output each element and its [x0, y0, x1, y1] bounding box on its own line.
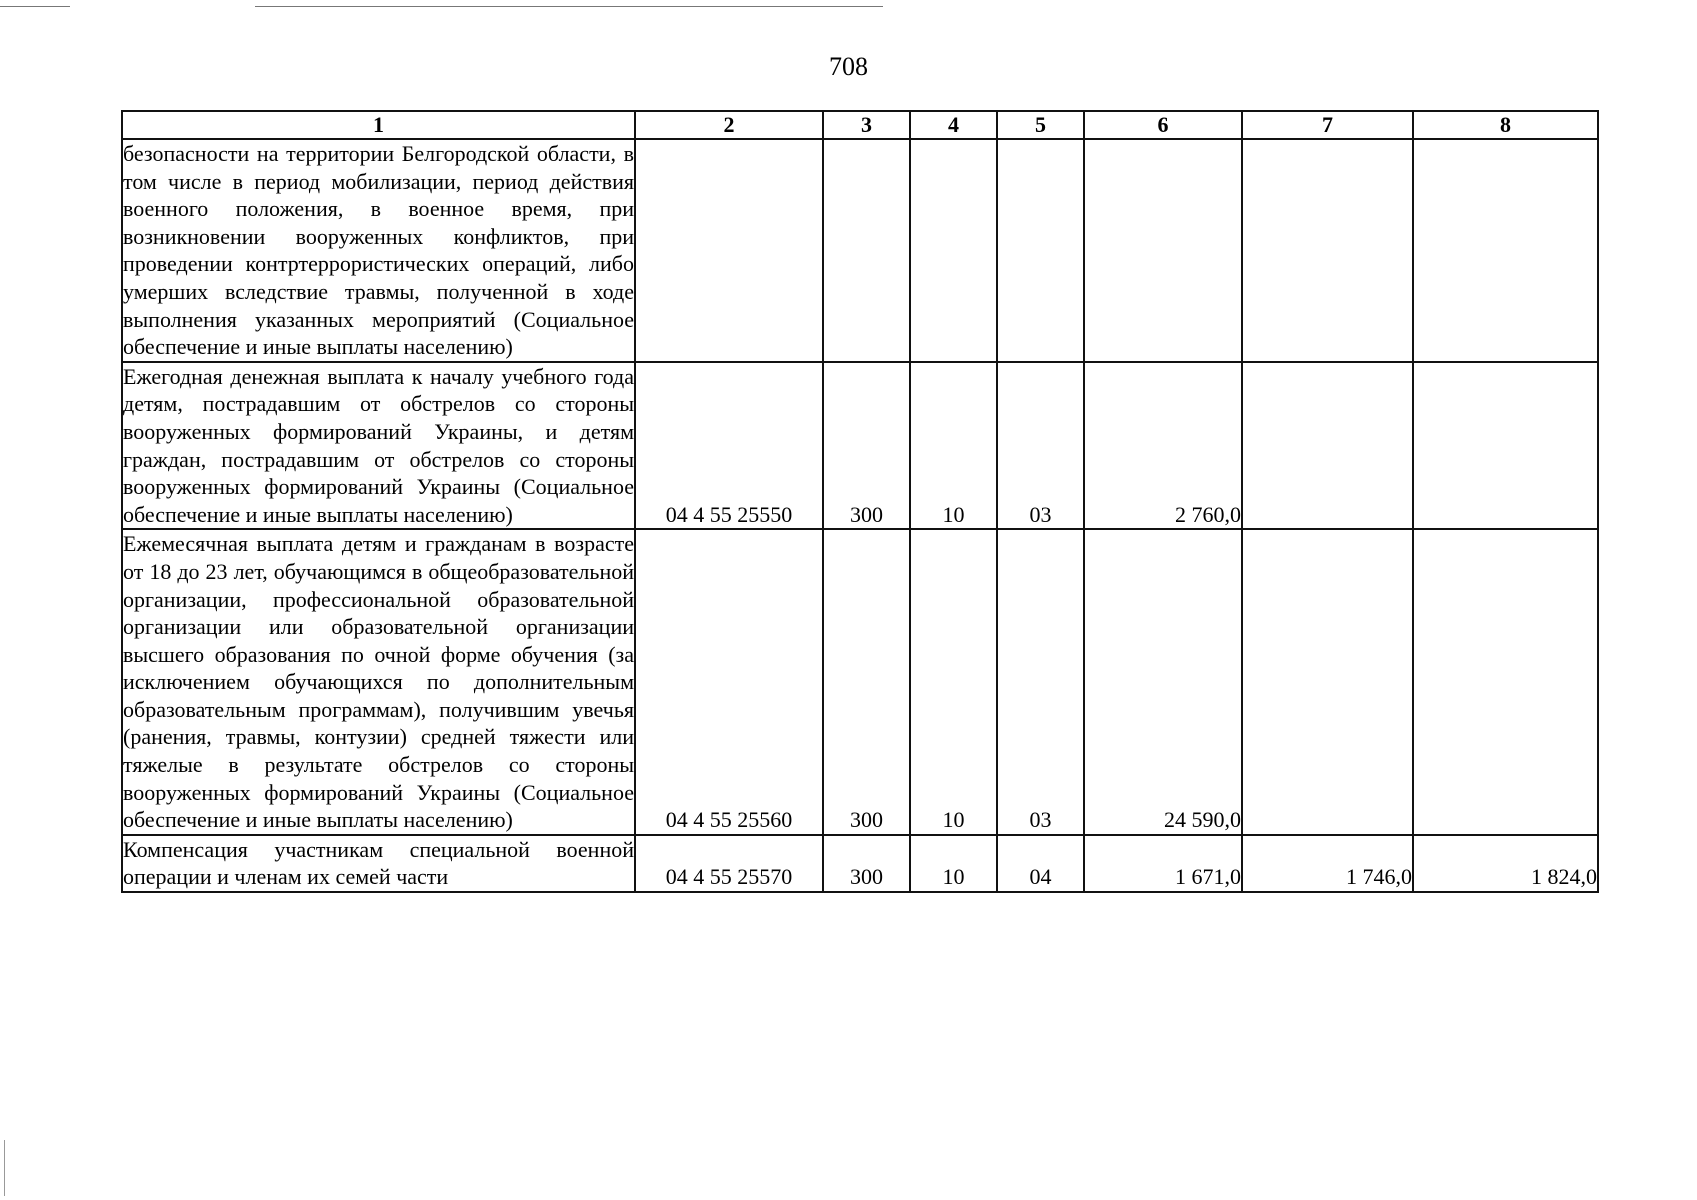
amount-col-6: 2 760,0 [1084, 362, 1242, 530]
amount-col-7 [1242, 529, 1413, 835]
target-article-code: 04 4 55 25570 [635, 835, 823, 892]
amount-col-7: 1 746,0 [1242, 835, 1413, 892]
column-header-5: 5 [997, 111, 1084, 139]
amount-col-6: 24 590,0 [1084, 529, 1242, 835]
scan-edge-line [0, 6, 70, 7]
amount-col-8: 1 824,0 [1413, 835, 1598, 892]
amount-col-8 [1413, 362, 1598, 530]
section: 10 [910, 835, 997, 892]
target-article-code: 04 4 55 25560 [635, 529, 823, 835]
subsection: 03 [997, 529, 1084, 835]
amount-col-8 [1413, 139, 1598, 362]
row-description: безопасности на территории Белгородской области, в том числе в период мобилизации, период действия военного положения, в военное время, при возникновении вооруженных конфликтов, при проведении контртеррористических операций, либо умерших вследствие травмы, полученной в ходе выполнения указанных мероприятий (Социальное обеспечение и иные выплаты населению) [122, 139, 635, 362]
scan-edge-line [255, 6, 883, 7]
column-header-8: 8 [1413, 111, 1598, 139]
amount-col-7 [1242, 362, 1413, 530]
table-row [122, 529, 1598, 835]
expense-type: 300 [823, 362, 910, 530]
column-header-4: 4 [910, 111, 997, 139]
expense-type [823, 139, 910, 362]
target-article-code: 04 4 55 25550 [635, 362, 823, 530]
row-description: Ежемесячная выплата детям и гражданам в возрасте от 18 до 23 лет, обучающимся в общеобразовательной организации, профессиональной образовательной организации или образовательной организации высшего образования по очной форме обучения (за исключением обучающихся по дополнительным образовательным программам), получившим увечья (ранения, травмы, контузии) средней тяжести или тяжелые в результате обстрелов со стороны вооруженных формирований Украины (Социальное обеспечение и иные выплаты населению) [122, 529, 635, 835]
section: 10 [910, 362, 997, 530]
table-row [122, 362, 1598, 530]
column-header-7: 7 [1242, 111, 1413, 139]
table-row [122, 835, 1598, 892]
row-description: Компенсация участникам специальной военной операции и членам их семей части [122, 835, 635, 892]
table-row [122, 139, 1598, 362]
page-number: 708 [829, 52, 868, 81]
amount-col-6 [1084, 139, 1242, 362]
target-article-code [635, 139, 823, 362]
subsection: 03 [997, 362, 1084, 530]
column-header-6: 6 [1084, 111, 1242, 139]
scan-margin-mark [4, 1140, 5, 1196]
column-header-1: 1 [122, 111, 635, 139]
budget-table [121, 110, 1599, 893]
column-header-2: 2 [635, 111, 823, 139]
expense-type: 300 [823, 835, 910, 892]
subsection [997, 139, 1084, 362]
expense-type: 300 [823, 529, 910, 835]
column-header-3: 3 [823, 111, 910, 139]
section: 10 [910, 529, 997, 835]
amount-col-8 [1413, 529, 1598, 835]
row-description: Ежегодная денежная выплата к началу учебного года детям, пострадавшим от обстрелов со стороны вооруженных формирований Украины, и детям граждан, пострадавшим от обстрелов со стороны вооруженных формирований Украины (Социальное обеспечение и иные выплаты населению) [122, 362, 635, 530]
amount-col-7 [1242, 139, 1413, 362]
amount-col-6: 1 671,0 [1084, 835, 1242, 892]
subsection: 04 [997, 835, 1084, 892]
section [910, 139, 997, 362]
header-row [122, 111, 1598, 139]
